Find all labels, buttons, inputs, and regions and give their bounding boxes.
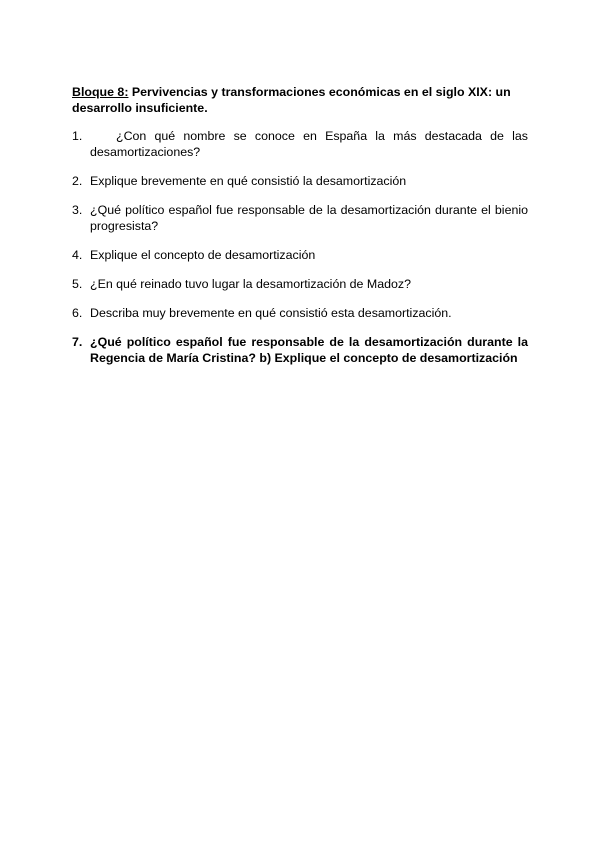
document-content [72,84,528,379]
question-6 [72,305,528,321]
question-3 [72,202,528,234]
question-3-text: ¿Qué político español fue responsable de la desamortización durante el bienio progresista? [90,203,528,233]
question-2-text: Explique brevemente en qué consistió la desamortización [90,174,407,188]
question-1 [72,128,528,160]
block-title: Pervivencias y transformaciones económicas en el siglo XIX: un desarrollo insuficiente. [72,85,511,115]
question-1-text-line-1: ¿Con qué nombre se conoce en España la más destacada de las [116,129,528,143]
question-4 [72,247,528,263]
question-5-text: ¿En qué reinado tuvo lugar la desamortización de Madoz? [90,277,411,291]
question-7-text: ¿Qué político español fue responsable de la desamortización durante la Regencia de María Cristina? b) Explique el concepto de desamortización [90,335,528,365]
question-5-number: 5. [72,277,83,291]
question-4-number: 4. [72,248,83,262]
question-5 [72,276,528,292]
question-7-number: 7. [72,335,83,349]
question-6-number: 6. [72,306,83,320]
question-2-number: 2. [72,174,83,188]
question-3-number: 3. [72,203,83,217]
question-1-text-line-2: desamortizaciones? [90,145,201,159]
question-4-text: Explique el concepto de desamortización [90,248,316,262]
question-2 [72,173,528,189]
question-6-text: Describa muy brevemente en qué consistió esta desamortización. [90,306,452,320]
block-lead: Bloque 8: [72,85,129,99]
question-1-number: 1. [72,129,83,143]
question-1-text [90,128,528,160]
question-7 [72,334,528,366]
block-heading [72,84,528,116]
